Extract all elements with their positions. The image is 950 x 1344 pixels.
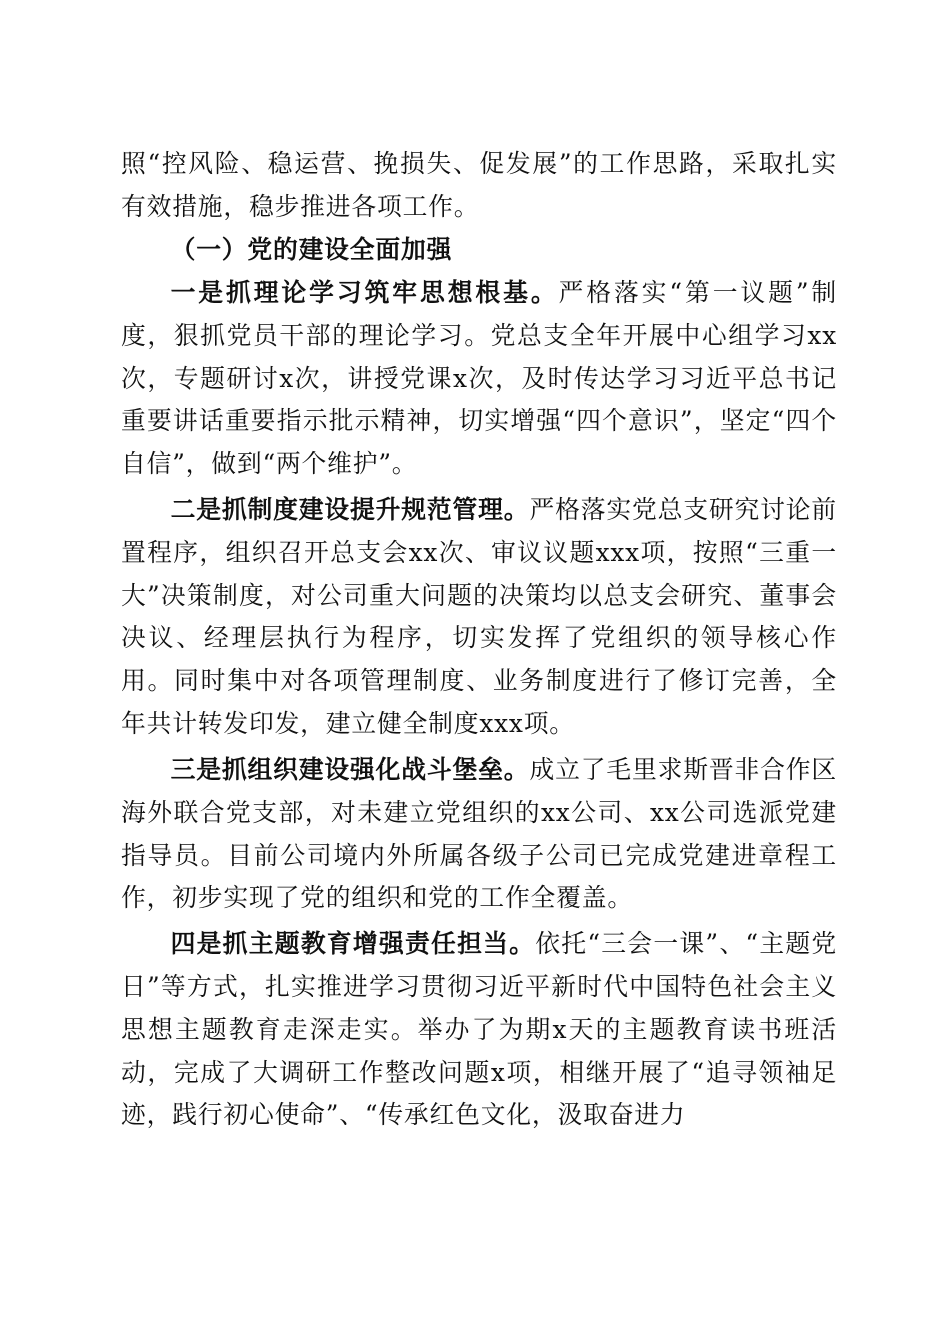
- paragraph-body: 严格落实党总支研究讨论前置程序，组织召开总支会xx次、审议议题xxx项，按照“三重一大”决策制度，对公司重大问题的决策均以总支会研究、董事会决议、经理层执行为程序，切实发挥了党组织的领导核心作用。同时集中对各项管理制度、业务制度进行了修订完善，全年共计转发印发，建立健全制度xxx项。: [121, 494, 838, 739]
- paragraph-lead: 二是抓制度建设提升规范管理。: [170, 494, 530, 524]
- paragraph-lead: 四是抓主题教育增强责任担当。: [170, 928, 536, 958]
- paragraph-lead: 一是抓理论学习筑牢思想根基。: [170, 277, 559, 307]
- paragraph-lead: 三是抓组织建设强化战斗堡垒。: [170, 754, 530, 784]
- paragraph-theme-education: [121, 923, 837, 1138]
- section-heading: （一）党的建设全面加强: [170, 234, 453, 264]
- paragraph-system-building: [121, 489, 837, 746]
- document-page: [121, 143, 837, 1137]
- paragraph-theory-study: [121, 272, 837, 487]
- intro-paragraph: 照“控风险、稳运营、挽损失、促发展”的工作思路，采取扎实有效措施，稳步推进各项工作。: [121, 149, 837, 221]
- paragraph-body: 严格落实“第一议题”制度，狠抓党员干部的理论学习。党总支全年开展中心组学习xx次，专题研讨x次，讲授党课x次，及时传达学习习近平总书记重要讲话重要指示批示精神，切实增强“四个意识”，坚定“四个自信”，做到“两个维护”。: [121, 277, 838, 479]
- paragraph-organization-building: [121, 749, 837, 921]
- paragraph-body: 依托“三会一课”、“主题党日”等方式，扎实推进学习贯彻习近平新时代中国特色社会主义思想主题教育走深走实。举办了为期x天的主题教育读书班活动，完成了大调研工作整改问题x项，相继开展了“追寻领袖足迹，践行初心使命”、“传承红色文化，汲取奋进力: [121, 928, 838, 1130]
- paragraph-body: 成立了毛里求斯晋非合作区海外联合党支部，对未建立党组织的xx公司、xx公司选派党建指导员。目前公司境内外所属各级子公司已完成党建进章程工作，初步实现了党的组织和党的工作全覆盖。: [121, 754, 838, 913]
